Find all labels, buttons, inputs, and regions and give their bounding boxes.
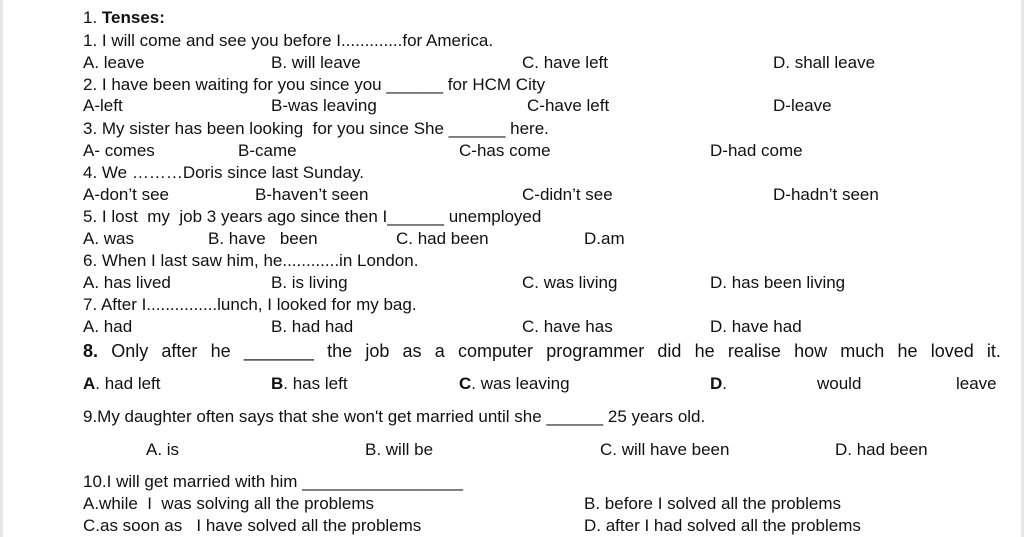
question-4-option-c[interactable]: C-didn’t see <box>522 185 613 204</box>
question-8-word: he <box>897 341 918 361</box>
question-3-option-c[interactable]: C-has come <box>459 141 551 160</box>
question-8-word: loved <box>930 341 974 361</box>
question-10-option-a[interactable]: A.while I was solving all the problems <box>83 494 375 513</box>
question-7-stem: 7. After I...............lunch, I looked for my bag. <box>83 295 417 314</box>
question-8-number: 8. <box>83 341 99 361</box>
question-5-option-d[interactable]: D.am <box>584 229 625 248</box>
question-8-option-b[interactable] <box>271 374 348 394</box>
question-9-stem: 9.My daughter often says that she won't get married until she ______ 25 years old. <box>83 407 706 426</box>
question-5-option-a[interactable]: A. was <box>83 229 135 248</box>
question-8-word: realise <box>727 341 781 361</box>
question-2-option-c[interactable]: C-have left <box>527 96 610 115</box>
question-5-option-b[interactable]: B. have been <box>208 229 318 248</box>
question-7-option-d[interactable]: D. have had <box>710 317 802 336</box>
question-8-word: it. <box>986 341 1001 361</box>
option-letter: C <box>459 374 472 393</box>
option-letter: D <box>710 374 723 393</box>
option-text: . <box>722 374 728 393</box>
question-2-option-b[interactable]: B-was leaving <box>271 96 377 115</box>
question-8-word: after <box>161 341 198 361</box>
question-7-option-a[interactable]: A. had <box>83 317 133 336</box>
question-6-option-a[interactable]: A. has lived <box>83 273 171 292</box>
question-9-option-a[interactable]: A. is <box>146 440 180 459</box>
question-5-option-c[interactable]: C. had been <box>396 229 489 248</box>
question-1-option-d[interactable]: D. shall leave <box>773 53 876 72</box>
question-5-stem: 5. I lost my job 3 years ago since then I______ unemployed <box>83 207 542 226</box>
question-1-stem: 1. I will come and see you before I.............for America. <box>83 31 494 50</box>
question-8-word: job <box>365 341 390 361</box>
option-letter: B <box>271 374 284 393</box>
question-9-option-d[interactable]: D. had been <box>835 440 928 459</box>
question-6-option-c[interactable]: C. was living <box>522 273 618 292</box>
question-3-option-d[interactable]: D-had come <box>710 141 803 160</box>
question-6-option-d[interactable]: D. has been living <box>710 273 846 292</box>
question-8-word: a <box>434 341 445 361</box>
question-8-trailing-word: leave <box>956 374 997 393</box>
question-8-word: much <box>840 341 885 361</box>
option-letter: A <box>83 374 96 393</box>
question-4-option-b[interactable]: B-haven’t seen <box>255 185 369 204</box>
question-3-option-a[interactable]: A- comes <box>83 141 155 160</box>
question-2-option-a[interactable]: A-left <box>83 96 123 115</box>
question-8-word: programmer <box>546 341 645 361</box>
question-8-word: did <box>657 341 682 361</box>
question-8-option-a[interactable] <box>83 374 161 394</box>
question-6-option-b[interactable]: B. is living <box>271 273 348 292</box>
question-3-stem: 3. My sister has been looking for you since She ______ here. <box>83 119 549 138</box>
section-heading <box>83 8 165 28</box>
question-4-option-d[interactable]: D-hadn’t seen <box>773 185 879 204</box>
section-title: Tenses: <box>101 8 165 27</box>
question-7-option-c[interactable]: C. have has <box>522 317 613 336</box>
question-4-option-a[interactable]: A-don’t see <box>83 185 169 204</box>
question-8-option-d[interactable] <box>710 374 727 394</box>
question-10-option-c[interactable]: C.as soon as I have solved all the problems <box>83 516 422 535</box>
question-4-stem: 4. We ………Doris since last Sunday. <box>83 163 364 182</box>
question-8-word: he <box>210 341 231 361</box>
question-6-stem: 6. When I last saw him, he............in London. <box>83 251 419 270</box>
question-3-option-b[interactable]: B-came <box>238 141 297 160</box>
option-text: . had left <box>95 374 161 393</box>
question-1-option-a[interactable]: A. leave <box>83 53 145 72</box>
question-8-word: Only <box>111 341 149 361</box>
question-8-word: the <box>327 341 353 361</box>
question-8-word: computer <box>457 341 533 361</box>
question-9-option-b[interactable]: B. will be <box>365 440 434 459</box>
question-1-option-c[interactable]: C. have left <box>522 53 608 72</box>
option-text: . was leaving <box>471 374 570 393</box>
question-2-option-d[interactable]: D-leave <box>773 96 832 115</box>
option-text: . has left <box>283 374 348 393</box>
question-1-option-b[interactable]: B. will leave <box>271 53 361 72</box>
question-8-stem <box>83 341 1001 361</box>
question-10-stem: 10.I will get married with him _________________ <box>83 472 463 491</box>
question-8-word: he <box>694 341 715 361</box>
question-8-trailing-word: would <box>817 374 862 393</box>
question-8-option-c[interactable] <box>459 374 570 394</box>
question-9-option-c[interactable]: C. will have been <box>600 440 730 459</box>
question-8-word: how <box>794 341 828 361</box>
question-8-word: as <box>402 341 422 361</box>
question-7-option-b[interactable]: B. had had <box>271 317 354 336</box>
question-10-option-b[interactable]: B. before I solved all the problems <box>584 494 842 513</box>
page-left-edge <box>0 0 3 537</box>
section-number: 1. <box>83 8 102 27</box>
question-8-blank: _______ <box>243 341 314 361</box>
question-2-stem: 2. I have been waiting for you since you ______ for HCM City <box>83 75 546 94</box>
question-10-option-d[interactable]: D. after I had solved all the problems <box>584 516 861 535</box>
